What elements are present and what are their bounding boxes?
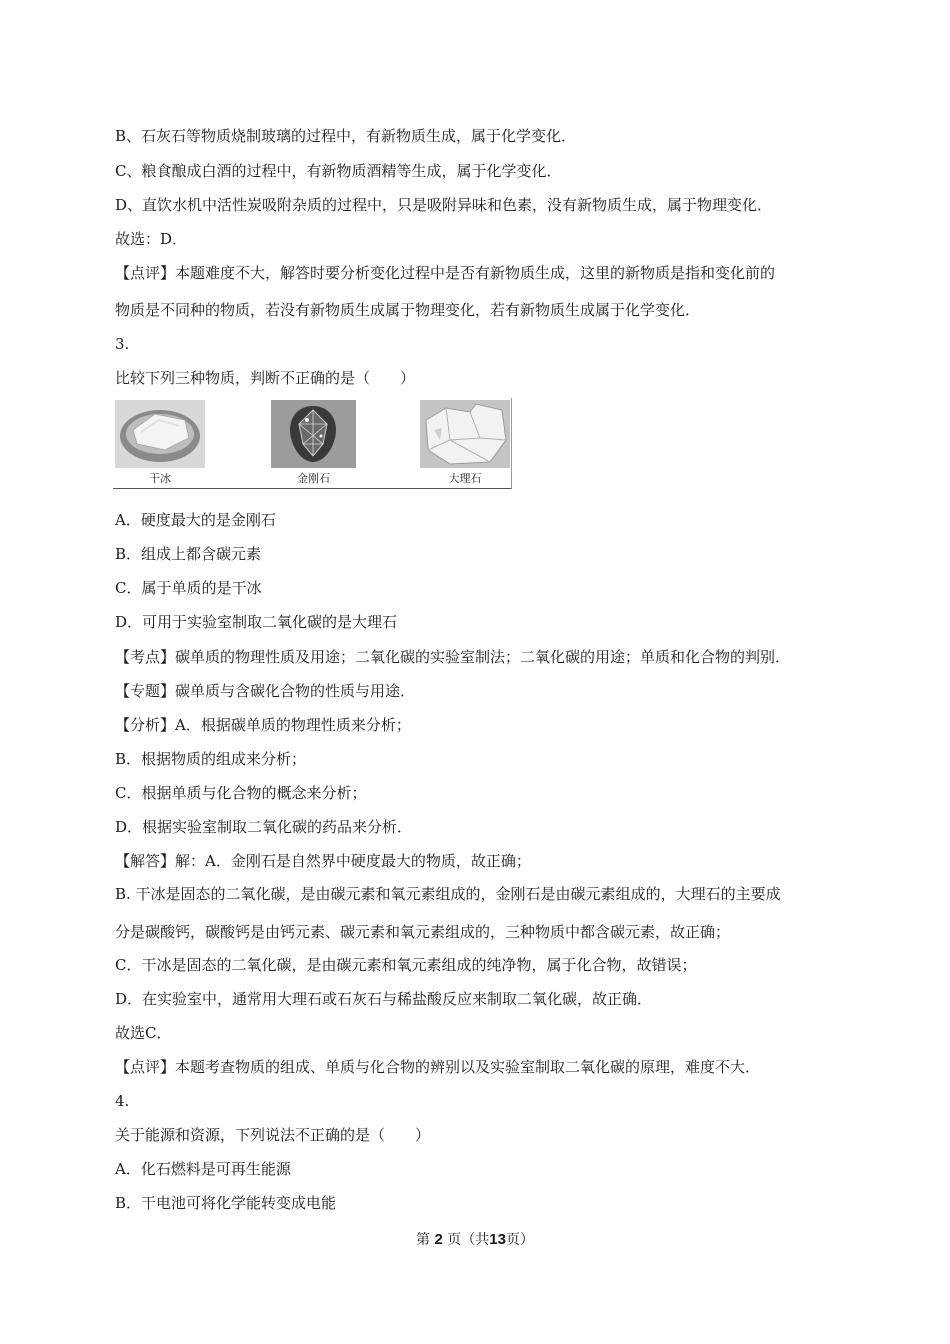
option-b: B．组成上都含碳元素 — [115, 545, 262, 563]
text-line: D．在实验室中，通常用大理石或石灰石与稀盐酸反应来制取二氧化碳，故正确． — [115, 990, 653, 1008]
text-line: 【专题】碳单质与含碳化合物的性质与用途． — [115, 682, 416, 700]
text-line: D．根据实验室制取二氧化碳的药品来分析． — [115, 818, 413, 836]
text-line: 【点评】本题难度不大，解答时要分析变化过程中是否有新物质生成，这里的新物质是指和变化前的 — [115, 264, 776, 282]
figure-caption: 金刚石 — [297, 472, 330, 485]
text-line: B、石灰石等物质烧制玻璃的过程中，有新物质生成，属于化学变化． — [115, 127, 577, 145]
figure-dry-ice — [115, 400, 205, 486]
text-line: C．干冰是固态的二氧化碳，是由碳元素和氧元素组成的纯净物，属于化合物，故错误； — [115, 956, 697, 974]
figure-marble — [420, 400, 510, 486]
question-stem: 关于能源和资源，下列说法不正确的是（ ） — [115, 1126, 431, 1144]
dry-ice-image — [115, 400, 205, 468]
diamond-image — [271, 400, 356, 468]
figure-caption: 大理石 — [448, 472, 482, 485]
text-line: 【解答】解：A．金刚石是自然界中硬度最大的物质，故正确； — [115, 852, 531, 870]
text-line: C．根据单质与化合物的概念来分析； — [115, 784, 367, 802]
option-d: D．可用于实验室制取二氧化碳的是大理石 — [115, 613, 398, 631]
option-a: A．硬度最大的是金刚石 — [115, 511, 276, 529]
option-c: C．属于单质的是干冰 — [115, 579, 262, 597]
text-line: B．根据物质的组成来分析； — [115, 750, 307, 768]
text-line: 故选：D． — [115, 230, 188, 248]
option-b: B．干电池可将化学能转变成电能 — [115, 1194, 337, 1212]
text-line: 分是碳酸钙，碳酸钙是由钙元素、碳元素和氧元素组成的，三种物质中都含碳元素，故正确； — [115, 923, 731, 941]
footer-suffix: 页） — [505, 1232, 534, 1248]
figure-caption: 干冰 — [149, 472, 171, 485]
text-line: 故选C． — [115, 1024, 172, 1042]
question-number: 4. — [115, 1092, 130, 1110]
text-line: 【分析】A．根据碳单质的物理性质来分析； — [115, 716, 411, 734]
footer-middle: 页（共 — [447, 1232, 490, 1248]
text-line: 物质是不同种的物质，若没有新物质生成属于物理变化，若有新物质生成属于化学变化． — [115, 301, 701, 319]
option-a: A．化石燃料是可再生能源 — [115, 1160, 291, 1178]
footer-prefix: 第 — [416, 1232, 431, 1248]
page-footer — [0, 1230, 950, 1250]
marble-image — [420, 400, 510, 468]
text-line: 【点评】本题考查物质的组成、单质与化合物的辨别以及实验室制取二氧化碳的原理，难度不大． — [115, 1058, 761, 1076]
question-stem: 比较下列三种物质，判断不正确的是（ ） — [115, 369, 416, 387]
text-line: C、粮食酿成白酒的过程中，有新物质酒精等生成，属于化学变化． — [115, 162, 562, 180]
figure-diamond — [271, 400, 356, 486]
text-line: B. 干冰是固态的二氧化碳，是由碳元素和氧元素组成的，金刚石是由碳元素组成的，大理石的主要成 — [115, 885, 781, 903]
page-number: 2 — [434, 1231, 443, 1248]
page-total: 13 — [489, 1231, 506, 1248]
question-figure — [113, 398, 512, 489]
question-number: 3. — [115, 335, 130, 353]
text-line: 【考点】碳单质的物理性质及用途；二氧化碳的实验室制法；二氧化碳的用途；单质和化合物的判别． — [115, 648, 791, 666]
text-line: D、直饮水机中活性炭吸附杂质的过程中，只是吸附异味和色素，没有新物质生成，属于物理变化． — [115, 196, 773, 214]
